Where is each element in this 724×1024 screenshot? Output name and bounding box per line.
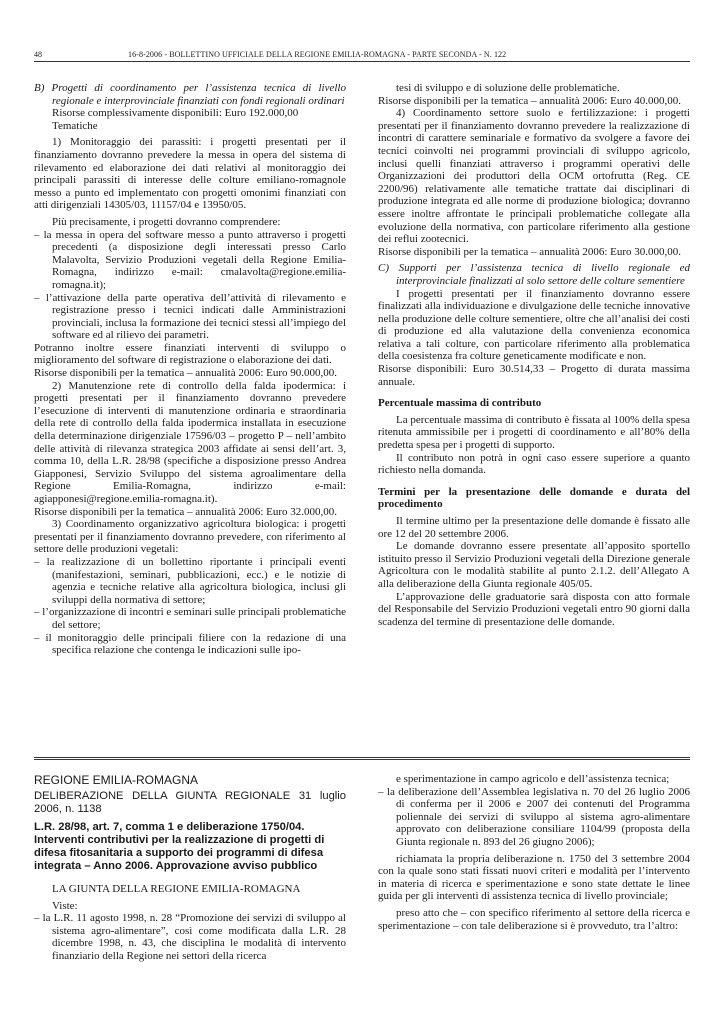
- paragraph-contributo: Il contributo non potrà in ogni caso essere superiore a quanto richiesto nella domanda.: [378, 451, 690, 477]
- list-item-attivazione: – l’attivazione della parte operativa dell’attività di rilevamento e registrazione presso i tecnici indicati dalle Amministrazioni provinciali, inclusa la formazione dei tecnici stessi all’impiego del software ed al rilievo dei parametri.: [34, 291, 346, 342]
- paragraph-suolo: 4) Coordinamento settore suolo e fertilizzazione: i progetti presentati per il finanziamento dovranno prevedere la realizzazione di incontri di carattere seminariale e formativo da svolgere a favore dei tecnici coinvolti nei programmi provinciali di sviluppo agricolo, inclusi quelli finanziati attraverso i programmi operativi delle Organizzazioni dei produttori della OCM ortofrutta (Reg. CE 2200/96) relativamente alle tematiche trattate dai disciplinari di produzione integrata ed alle norme di produzione biologica; dovranno essere inoltre affrontate le principali problematiche collegate alla evoluzione della normativa, con particolare riferimento alla gestione dei reflui zootecnici.: [378, 107, 690, 246]
- paragraph-graduatorie: L’approvazione delle graduatorie sarà disposta con atto formale del Responsabile del Servizio Produzioni vegetali entro 90 giorni dalla scadenza del termine di presentazione delle domande.: [378, 590, 690, 628]
- continuation-text-2: e sperimentazione in campo agricolo e dell’assistenza tecnica;: [396, 773, 670, 785]
- paragraph-sementiere: I progetti presentati per il finanziamento dovranno essere finalizzati alla individuazione e divulgazione delle tecniche innovative nella produzione delle colture sementiere, oltre che all’analisi dei costi di produzione ed alla valutazione della convenienza economica relativa a tali colture, con particolare riferimento alla problematica della coesistenza fra colture geneticamente modificate e non.: [378, 287, 690, 363]
- section-b-heading: B) Progetti di coordinamento per l’assistenza tecnica di livello regionale e interprovinciale finanziati con fondi regionali ordinari: [34, 82, 346, 107]
- heading-termini: Termini per la presentazione delle domande e durata del procedimento: [378, 485, 690, 511]
- paragraph-preso-atto: preso atto che – con specifico riferimento al settore della ricerca e sperimentazione – con tale deliberazione si è provveduto, tra l’altro:: [378, 906, 690, 932]
- column-left-bottom: [34, 773, 346, 963]
- region-title: REGIONE EMILIA-ROMAGNA: [34, 773, 199, 787]
- resources-tematica-4: Risorse disponibili per la tematica – annualità 2006: Euro 30.000,00.: [378, 245, 682, 258]
- column-right-top: [378, 82, 690, 628]
- paragraph-biologica: 3) Coordinamento organizzativo agricoltura biologica: i progetti presentati per il finanziamento dovranno prevedere, con riferimento al settore delle produzioni vegetali:: [34, 518, 346, 556]
- list-item-filiere: – il monitoraggio delle principali filiere con la redazione di una specifica relazione che contenga le indicazioni sulle ipo-: [34, 631, 346, 657]
- paragraph-termine: Il termine ultimo per la presentazione delle domande è fissato alle ore 12 del 20 settembre 2006.: [378, 515, 690, 540]
- paragraph-manutenzione: 2) Manutenzione rete di controllo della falda ipodermica: i progetti presentati per il finanziamento dovranno prevedere l’esecuzione di interventi di manutenzione ordinaria e straordinaria della rete di controllo della falda ipodermica installata in esecuzione della determinazione dirigenziale 17596/03 – progetto P – nell’ambito delle attività di rilevanza strategica 2003 affidate ai sensi dell’art. 3, comma 10, della L.R. 28/98 (specifiche a disposizione presso Andrea Giapponesi, Servizio Sviluppo del sistema agroalimentare della Regione Emilia-Romagna, indirizzo e-mail: agiapponesi@regione.emilia-romagna.it).: [34, 379, 346, 505]
- paragraph-precisamente: Più precisamente, i progetti dovranno comprendere:: [52, 215, 281, 228]
- section-c-heading: C) Supporti per l’assistenza tecnica di livello regionale ed interprovinciale finalizzati al solo settore delle colture sementiere: [378, 262, 690, 287]
- resources-sementiere: Risorse disponibili: Euro 30.514,33 – Progetto di durata massima annuale.: [378, 363, 690, 388]
- list-item-software: – la messa in opera del software messo a punto attraverso i progetti precedenti (a disposizione degli interessati presso Carlo Malavolta, Servizio Produzioni vegetali della Regione Emilia-Romagna, indirizzo e-mail: cmalavolta@regione.emilia-romagna.it);: [34, 228, 346, 291]
- paragraph-monitoraggio: 1) Monitoraggio dei parassiti: i progetti presentati per il finanziamento dovranno prevedere la messa in opera del sistema di rilevamento ed elaborazione dei dati relativi al monitoraggio dei principali parassiti di interesse delle colture emiliano-romagnole messo a punto ed implementato con progetti omonimi finanziati con atti dirigenziali 14305/03, 11157/04 e 13950/05.: [34, 136, 346, 212]
- header-title: 16-8-2006 - BOLLETTINO UFFICIALE DELLA REGIONE EMILIA-ROMAGNA - PARTE SECONDA - N. 122: [128, 50, 507, 59]
- header-rule: [34, 61, 690, 62]
- delibera-title: DELIBERAZIONE DELLA GIUNTA REGIONALE 31 luglio 2006, n. 1138: [34, 790, 346, 815]
- paragraph-richiamata: richiamata la propria deliberazione n. 1750 del 3 settembre 2004 con la quale sono stati fissati nuovi criteri e modalità per l’intervento in materia di ricerca e sperimentazione e sono state dettate le linee guida per gli interventi di assistenza tecnica di livello provinciale;: [378, 852, 690, 903]
- continuation-text: tesi di sviluppo e di soluzione delle problematiche.: [396, 82, 620, 94]
- section-divider: [34, 757, 690, 762]
- page-number: 48: [34, 50, 42, 59]
- paragraph-percentuale: La percentuale massima di contributo è fissata al 100% della spesa ritenuta ammissibile per i progetti di coordinamento e all’80% della predetta spesa per i progetti di supporto.: [378, 413, 690, 452]
- total-resources: Risorse complessivamente disponibili: Euro 192.000,00: [52, 107, 299, 120]
- resources-tematica-2: Risorse disponibili per la tematica – annualità 2006: Euro 32.000,00.: [34, 505, 338, 518]
- heading-percentuale: Percentuale massima di contributo: [378, 397, 542, 410]
- list-item-lr28: – la L.R. 11 agosto 1998, n. 28 “Promozione dei servizi di sviluppo al sistema agro-alimentare”, così come modificata dalla L.R. 28 dicembre 1998, n. 43, che disciplina le modalità di intervento finanziario della Regione nei settori della ricerca: [34, 912, 346, 962]
- tematiche-label: Tematiche: [52, 119, 98, 132]
- paragraph-sportello: Le domande dovranno essere presentate all’apposito sportello istituito presso il Servizio Produzioni vegetali della Direzione generale Agricoltura con le modalità stabilite al punto 2.1.2. dell’Allegato A alla deliberazione della Giunta regionale 405/05.: [378, 540, 690, 590]
- list-item-incontri: – l’organizzazione di incontri e seminari sulle principali problematiche del settore;: [34, 606, 346, 631]
- list-item-assemblea: – la deliberazione dell’Assemblea legislativa n. 70 del 26 luglio 2006 di conferma per il 2006 e 2007 dei contenuti del Programma poliennale dei servizi di sviluppo al sistema agro-alimentare approvato con deliberazione consiliare 1104/99 (proposta della Giunta regionale n. 893 del 26 giugno 2006);: [378, 785, 690, 848]
- column-left-top: [34, 82, 346, 657]
- paragraph-inoltre: Potranno inoltre essere finanziati interventi di sviluppo o miglioramento del software di registrazione o elaborazione dei dati.: [34, 341, 346, 367]
- law-title: L.R. 28/98, art. 7, comma 1 e deliberazione 1750/04. Interventi contributivi per la realizzazione di progetti di difesa fitosanitaria a supporto dei programmi di difesa integrata – Anno 2006. Approvazione avviso pubblico: [34, 821, 325, 872]
- column-right-bottom: [378, 773, 690, 932]
- list-item-bollettino: – la realizzazione di un bollettino riportante i principali eventi (manifestazioni, seminari, pubblicazioni, ecc.) e le notizie di agenzia e tecniche relative alla agricoltura biologica, inclusi gli sviluppi della normativa di settore;: [34, 555, 346, 606]
- viste-label: Viste:: [52, 899, 78, 912]
- giunta-heading: LA GIUNTA DELLA REGIONE EMILIA-ROMAGNA: [52, 883, 301, 895]
- resources-tematica-1: Risorse disponibili per la tematica – annualità 2006: Euro 90.000,00.: [34, 367, 338, 380]
- resources-tematica-3: Risorse disponibili per la tematica – annualità 2006: Euro 40.000,00.: [378, 94, 682, 107]
